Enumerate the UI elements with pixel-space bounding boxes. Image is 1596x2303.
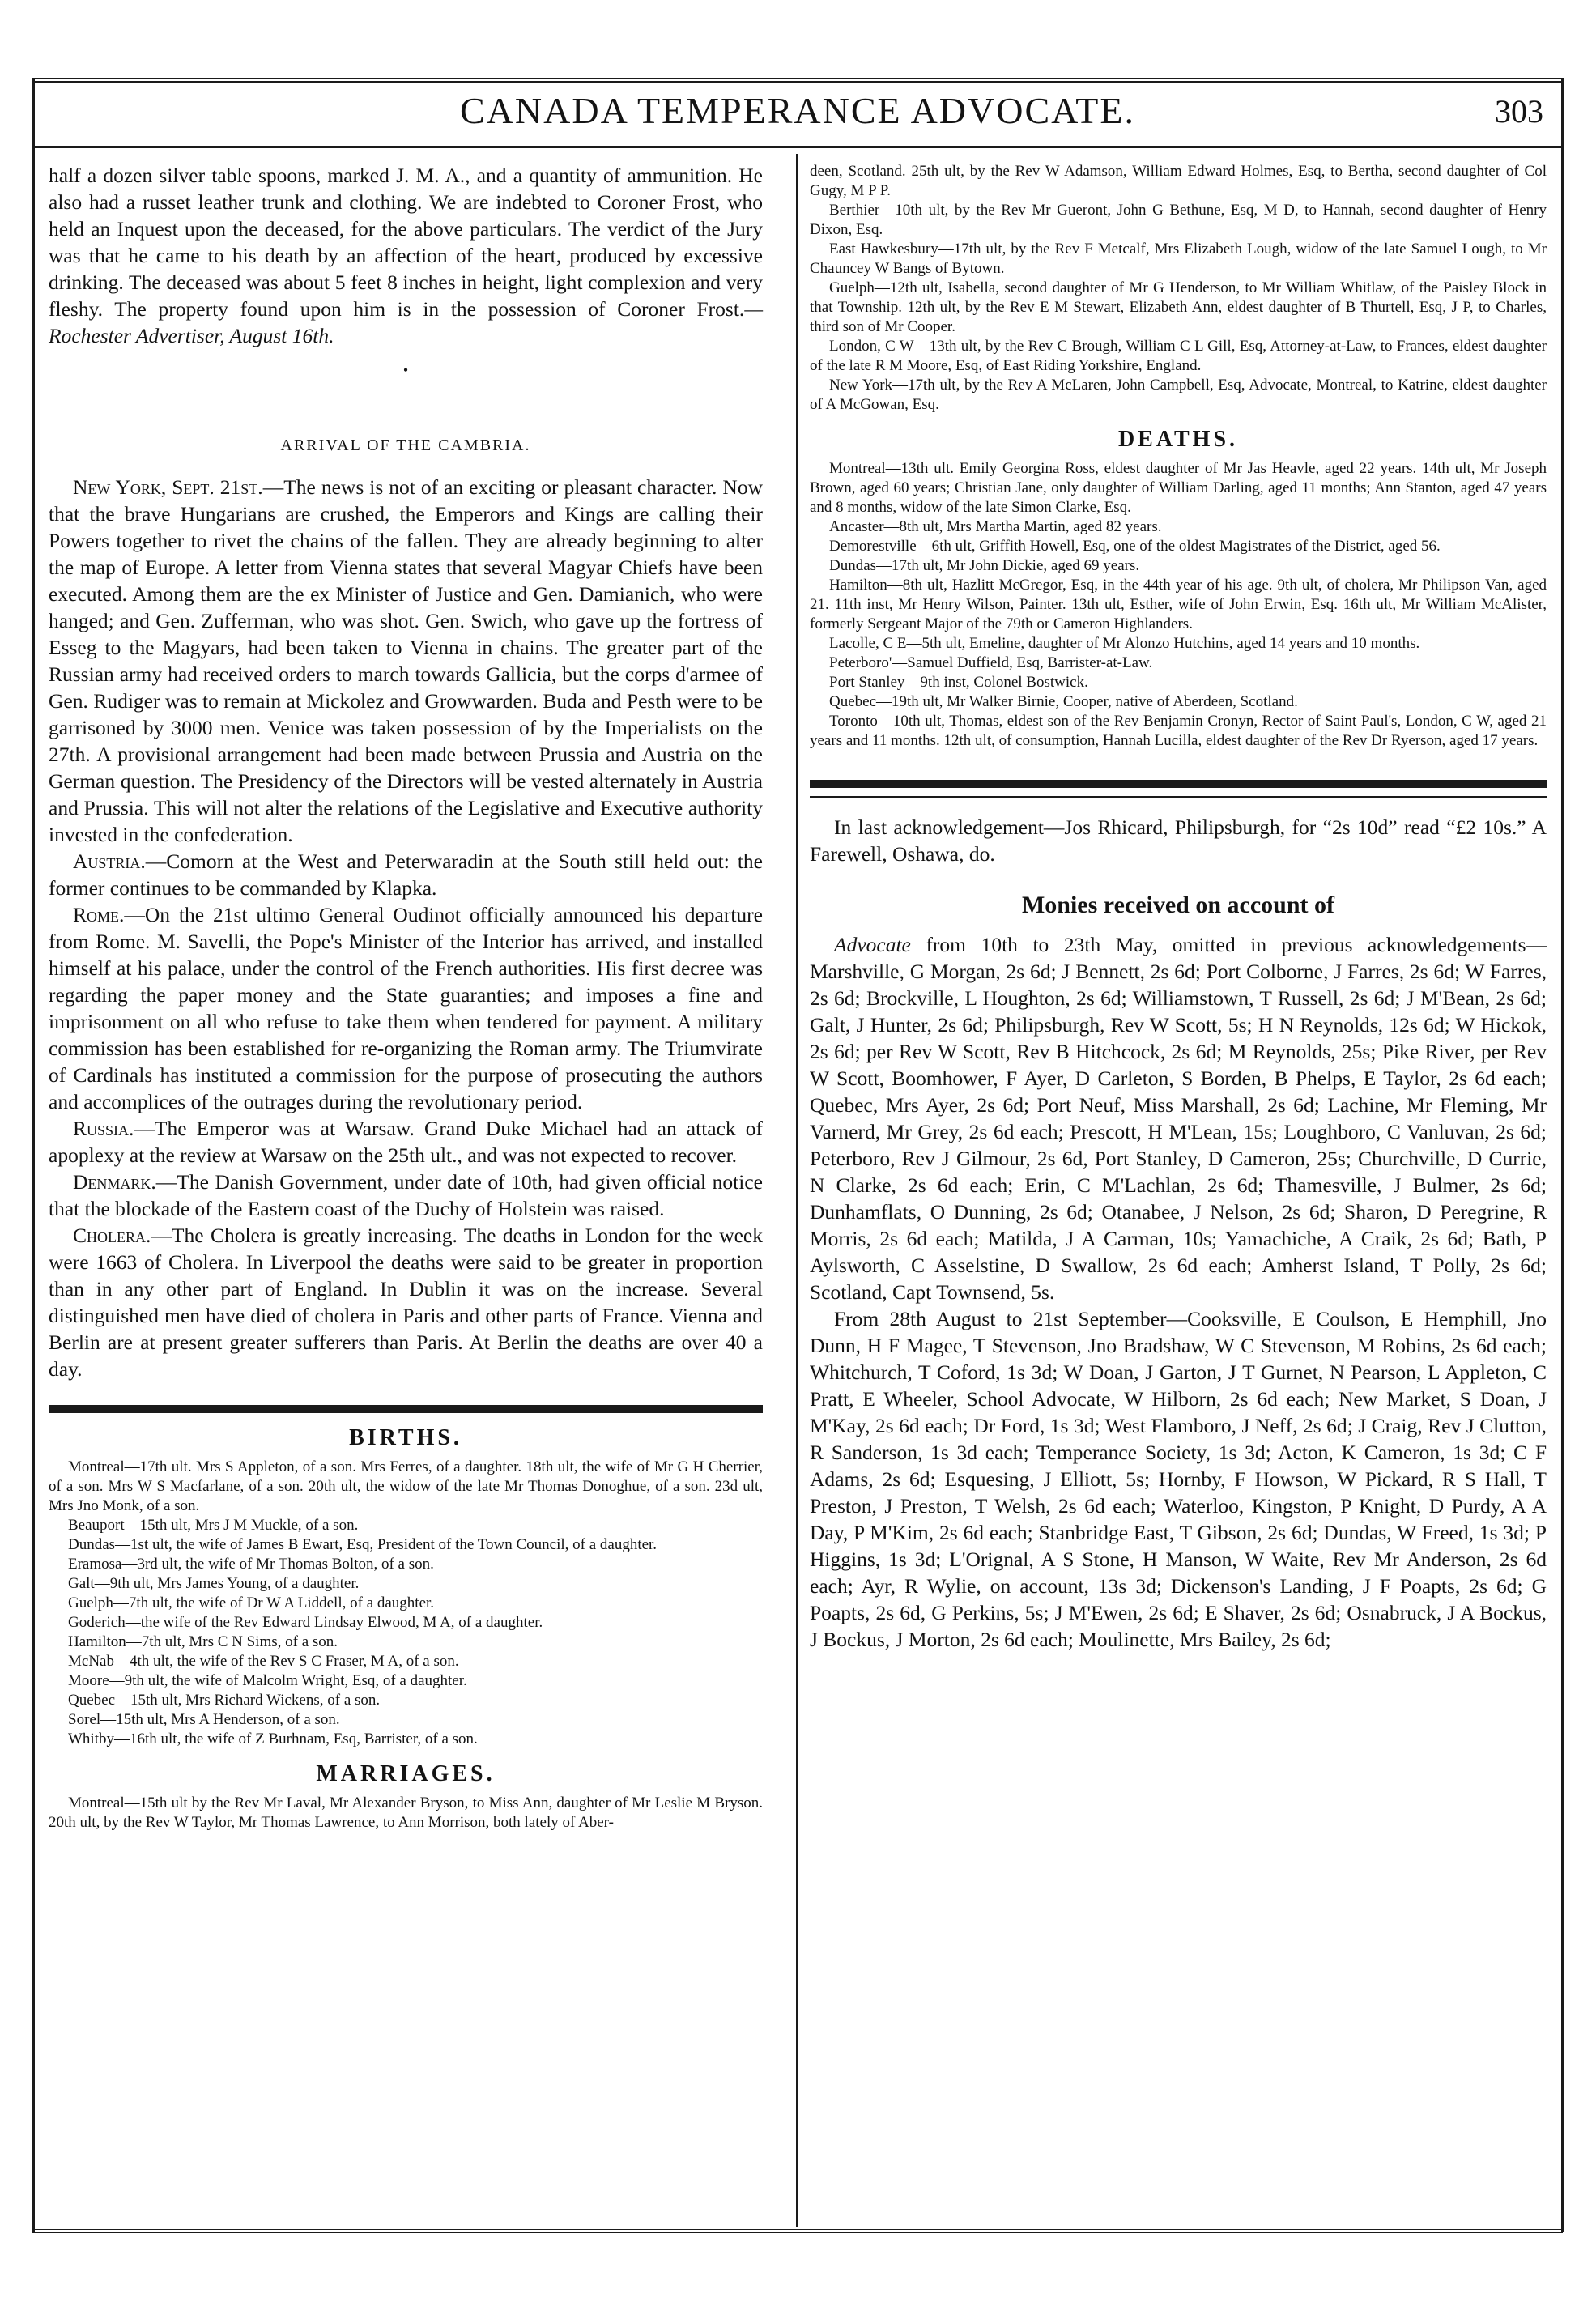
death-entry: Lacolle, C E—5th ult, Emeline, daughter of Mr Alonzo Hutchins, aged 14 years and 10 months. [829, 635, 1420, 652]
birth-entry: Montreal—17th ult. Mrs S Appleton, of a son. Mrs Ferres, of a daughter. 18th ult, the wife of Mr G H Cherrier, of a son. Mrs W S Macfarlane, of a son. 20th ult, the widow of the late Mr Thomas Donoghue, of a son. 23d ult, Mrs Jno Monk, of a son. [49, 1458, 763, 1514]
top-border [32, 78, 1563, 83]
marriage-entry: Guelph—12th ult, Isabella, second daughter of Mr G Henderson, to Mr William Whitlaw, of the Paisley Block in that Township. 12th ult, by the Rev E M Stewart, Elizabeth Ann, eldest daughter of B Thurtell, Esq, J P, to Charles, third son of Mr Cooper. [810, 279, 1547, 335]
marriage-entry: East Hawkesbury—17th ult, by the Rev F Metcalf, Mrs Elizabeth Lough, widow of the late Samuel Lough, to Mr Chauncey W Bangs of Bytown. [810, 241, 1547, 277]
rome-paragraph [49, 901, 763, 1115]
marriages-continued [810, 162, 1547, 415]
birth-entry: Galt—9th ult, Mrs James Young, of a daughter. [68, 1575, 360, 1592]
marriage-entry: deen, Scotland. 25th ult, by the Rev W Adamson, William Edward Holmes, Esq, to Bertha, second daughter of Col Gugy, M P P. [810, 163, 1547, 199]
cambria-heading: ARRIVAL OF THE CAMBRIA. [280, 436, 531, 454]
monies-heading: Monies received on account of [1021, 892, 1335, 918]
intro-text: half a dozen silver table spoons, marked J. M. A., and a quantity of ammunition. He also had a russet leather trunk and clothing. We are indebted to Coroner Frost, who held an Inquest upon the deceased, for the above particulars. The verdict of the Jury was that he came to his death by an affection of the heart, produced by excessive drinking. The deceased was about 5 feet 8 inches in height, light complexion and very fleshy. The property found upon him is in the possession of Coroner Frost. [49, 164, 763, 321]
birth-entry: Dundas—1st ult, the wife of James B Ewart, Esq, President of the Town Council, of a daughter. [68, 1536, 658, 1553]
monies-body: from 10th to 23th May, omitted in previous acknowledgements—Marshville, G Morgan, 2s 6d; J Bennett, 2s 6d; Port Colborne, J Farres, 2s 6d; W Farres, 2s 6d; Brockville, L Houghton, 2s 6d; Williamstown, T Russell, 2s 6d; J M'Bean, 2s 6d; Galt, J Hunter, 2s 6d; Philipsburgh, Rev W Scott, 5s; H N Reynolds, 12s 6d; W Hickok, 2s 6d; per Rev W Scott, Rev B Hitchcock, 2s 6d; M Reynolds, 25s; Pike River, per Rev W Scott, Boomhower, F Ayer, D Carleton, S Borden, B Phelps, E Taylor, 2s 6d each; Quebec, Mrs Ayer, 2s 6d; Port Neuf, Miss Marshall, 2s 6d; Lachine, Mr Fleming, Mr Varnerd, Mr Grey, 2s 6d each; Prescott, H M'Lean, 15s; Loughboro, C Vanluvan, 2s 6d; Peterboro, Rev J Gilmour, 2s 6d, Port Stanley, D Cameron, 25s; Churchville, D Currie, N Clarke, 2s 6d each; Erin, C M'Lachlan, 2s 6d; Thamesville, J Bulmer, 2s 6d; Dunhamflats, O Dunning, 2s 6d; Otanabee, J Nelson, 2s 6d; Sharon, D Peregrine, R Morris, 2s 6d each; Matilda, J A Carman, 10s; Yamachiche, A Craik, 2s 6d; Bath, P Aylsworth, C Asselstine, D Swallow, 2s 6d each; Amherst Island, T Polly, 2s 6d; Scotland, Capt Townsend, 5s. [810, 933, 1547, 1304]
death-entry: Quebec—19th ult, Mr Walker Birnie, Cooper, native of Aberdeen, Scotland. [829, 693, 1298, 710]
death-entry: Montreal—13th ult. Emily Georgina Ross, eldest daughter of Mr Jas Heavle, aged 22 years. 14th ult, Mr Joseph Brown, aged 60 years; Christian Jane, only daughter of William Darling, aged 11 months; Ann Stanton, aged 47 years and 8 months, widow of the late Simon Clarke, Esq. [810, 460, 1547, 516]
death-entry: Toronto—10th ult, Thomas, eldest son of the Rev Benjamin Cronyn, Rector of Saint Paul's, London, C W, aged 21 years and 11 months. 12th ult, of consumption, Hannah Lucilla, eldest daughter of the Rev Dr Ryerson, aged 17 years. [810, 713, 1547, 749]
separator-star: • [402, 362, 409, 378]
masthead [32, 89, 1563, 138]
rome-lead: Rome. [73, 903, 125, 926]
cambria-body: —The news is not of an exciting or pleasant character. Now that the brave Hungarians are crushed, the Emperors and Kings are calling their Powers together to rivet the chains of the fallen. They are already beginning to alter the map of Europe. A letter from Vienna states that several Magyar Chiefs have been executed. Among them are the ex Minister of Justice and Gen. Damianich, who were hanged; and Gen. Zufferman, who was shot. Gen. Swich, who gave up the fortress of Esseg to the Magyars, had been taken to Vienna in chains. The greater part of the Russian army had received orders to march towards Gallicia, but the corps d'armee of Gen. Rudiger was to remain at Mickolez and Growwarden. Buda and Pesth were to be garrisoned by 3000 men. Venice was taken possession of by the Imperialists on the 27th. A provisional arrangement had been made between Prussia and Austria on the German question. The Presidency of the Directors will be vested alternately in Austria and Prussia. This will not alter the relations of the Legislative and Executive authority invested in the confederation. [49, 475, 764, 846]
denmark-paragraph [49, 1169, 763, 1222]
cambria-lead: New York, Sept. 21st. [73, 475, 263, 499]
birth-entry: Beauport—15th ult, Mrs J M Muckle, of a son. [68, 1517, 359, 1534]
correction-notice: In last acknowledgement—Jos Rhicard, Philipsburgh, for “2s 10d” read “£2 10s.” A Farewell, Oshawa, do. [810, 815, 1547, 866]
bottom-border [32, 2229, 1563, 2233]
marriages-heading: MARRIAGES. [316, 1761, 496, 1786]
cholera-lead: Cholera. [73, 1224, 151, 1247]
denmark-lead: Denmark. [73, 1170, 156, 1194]
birth-entry: Whitby—16th ult, the wife of Z Burhnam, Esq, Barrister, of a son. [68, 1730, 478, 1747]
death-entry: Peterboro'—Samuel Duffield, Esq, Barrister-at-Law. [829, 654, 1153, 671]
rome-body: —On the 21st ultimo General Oudinot officially announced his departure from Rome. M. Savelli, the Pope's Minister of the Interior has arrived, and installed himself at his palace, under the control of the French authorities. His first decree was regarding the paper money and the State guaranties; and imposes a fine and imprisonment on all who refuse to take them when tendered for payment. A military commission has been established for re-organizing the Roman army. The Triumvirate of Cardinals has instituted a commission for the purpose of prosecuting the authors and accomplices of the outrages during the revolutionary period. [49, 903, 763, 1113]
birth-entry: Guelph—7th ult, the wife of Dr W A Liddell, of a daughter. [68, 1594, 435, 1611]
section-rule-thin [810, 796, 1547, 798]
column-divider [796, 154, 798, 2227]
marriage-entry: Berthier—10th ult, by the Rev Mr Gueront, John G Bethune, Esq, M D, to Hannah, second daughter of Henry Dixon, Esq. [810, 202, 1547, 238]
left-column [49, 162, 763, 1833]
denmark-body: —The Danish Government, under date of 10th, had given official notice that the blockade of the Eastern coast of the Duchy of Holstein was raised. [49, 1170, 763, 1220]
left-border [32, 78, 35, 2232]
marriages-list [49, 1794, 763, 1833]
death-entry: Ancaster—8th ult, Mrs Martha Martin, aged 82 years. [829, 518, 1162, 535]
marriage-entry: London, C W—13th ult, by the Rev C Brough, William C L Gill, Esq, Attorney-at-Law, to Frances, eldest daughter of the late R M Moore, Esq, of East Riding Yorkshire, England. [810, 338, 1547, 374]
birth-entry: Hamilton—7th ult, Mrs C N Sims, of a son. [68, 1633, 338, 1650]
cholera-paragraph [49, 1222, 763, 1382]
monies-paragraph [810, 931, 1547, 1305]
section-rule [49, 1405, 763, 1413]
right-column [810, 162, 1547, 1653]
russia-paragraph [49, 1115, 763, 1169]
header-rule [32, 146, 1563, 148]
deaths-heading: DEATHS. [1117, 427, 1239, 452]
russia-lead: Russia. [73, 1117, 134, 1140]
right-border [1561, 78, 1564, 2232]
birth-entry: Eramosa—3rd ult, the wife of Mr Thomas Bolton, of a son. [68, 1556, 434, 1573]
births-heading: BIRTHS. [349, 1425, 462, 1450]
article-intro [49, 162, 763, 349]
cholera-body: —The Cholera is greatly increasing. The deaths in London for the week were 1663 of Cholera. In Liverpool the deaths were said to be greater in proportion than in any other part of England. In Dublin it was on the increase. Several distinguished men have died of cholera in Paris and other parts of France. Vienna and Berlin are at present greater sufferers than Paris. At Berlin the deaths are over 40 a day. [49, 1224, 763, 1381]
monies-paragraph-2: From 28th August to 21st September—Cooksville, E Coulson, E Hemphill, Jno Dunn, H F Magee, T Stevenson, Jno Bradshaw, W C Stevenson, M Robins, 2s 6d each; Whitchurch, T Coford, 1s 3d; W Doan, J Garton, J T Gurnet, N Pearson, L Appleton, C Pratt, E Wheeler, School Advocate, W Hilborn, 2s 6d each; New Market, S Doan, J M'Kay, 2s 6d each; Dr Ford, 1s 3d; West Flamboro, J Neff, 2s 6d; J Craig, Rev J Clutton, R Sanderson, 1s 3d each; Temperance Society, 1s 3d; Acton, K Cameron, 1s 3d; C F Adams, 2s 6d; Esquesing, J Elliott, 5s; Hornby, F Howson, W Pickard, R S Hall, T Preston, J Preston, T Welsh, 2s 6d each; Waterloo, Kingston, P Knight, D Purdy, A A Day, P M'Kim, 2s 6d each; Stanbridge East, T Gibson, 2s 6d; Dundas, W Freed, 1s 3d; P Higgins, 1s 3d; L'Orignal, A S Stone, H Manson, W Waite, Rev Mr Anderson, 2s 6d each; Ayr, R Wylie, on account, 13s 3d; Dickenson's Landing, J F Poapts, 2s 6d; G Poapts, 2s 6d, G Perkins, 5s; J M'Ewen, 2s 6d; E Shaver, 2s 6d; Osnabruck, J A Bockus, J Bockus, J Morton, 2s 6d each; Moulinette, Mrs Bailey, 2s 6d; [810, 1307, 1547, 1651]
birth-entry: Goderich—the wife of the Rev Edward Lindsay Elwood, M A, of a daughter. [68, 1614, 543, 1631]
russia-body: —The Emperor was at Warsaw. Grand Duke Michael had an attack of apoplexy at the review at Warsaw on the 25th ult., and was not expected to recover. [49, 1117, 763, 1167]
marriage-entry: New York—17th ult, by the Rev A McLaren, John Campbell, Esq, Advocate, Montreal, to Katrine, eldest daughter of A McGowan, Esq. [810, 377, 1547, 413]
intro-source: —Rochester Advertiser, August 16th. [49, 297, 763, 347]
death-entry: Dundas—17th ult, Mr John Dickie, aged 69 years. [829, 557, 1140, 574]
section-rule [810, 780, 1547, 788]
birth-entry: McNab—4th ult, the wife of the Rev S C Fraser, M A, of a son. [68, 1653, 459, 1670]
deaths-list [810, 459, 1547, 751]
birth-entry: Moore—9th ult, the wife of Malcolm Wright, Esq, of a daughter. [68, 1672, 467, 1689]
birth-entry: Sorel—15th ult, Mrs A Henderson, of a son. [68, 1711, 340, 1728]
birth-entry: Quebec—15th ult, Mrs Richard Wickens, of a son. [68, 1692, 381, 1709]
austria-lead: Austria. [73, 849, 146, 873]
monies-lead: Advocate [834, 933, 911, 956]
death-entry: Hamilton—8th ult, Hazlitt McGregor, Esq, in the 44th year of his age. 9th ult, of cholera, Mr Philipson Van, aged 21. 11th inst, Mr Henry Wilson, Painter. 13th ult, Esther, wife of John Erwin, Esq. 16th ult, Mr William McAlister, formerly Sergeant Major of the 79th or Cameron Highlanders. [810, 577, 1547, 632]
austria-paragraph [49, 848, 763, 901]
page-number: 303 [1495, 93, 1543, 130]
cambria-paragraph [49, 474, 763, 848]
austria-body: —Comorn at the West and Peterwaradin at the South still held out: the former continues to be commanded by Klapka. [49, 849, 763, 900]
births-list [49, 1458, 763, 1749]
marriage-entry: Montreal—15th ult by the Rev Mr Laval, Mr Alexander Bryson, to Miss Ann, daughter of Mr Leslie M Bryson. 20th ult, by the Rev W Taylor, Mr Thomas Lawrence, to Ann Morrison, both lately of Aber- [49, 1794, 763, 1831]
death-entry: Port Stanley—9th inst, Colonel Bostwick. [829, 674, 1088, 691]
death-entry: Demorestville—6th ult, Griffith Howell, Esq, one of the oldest Magistrates of the District, aged 56. [829, 538, 1441, 555]
masthead-title: CANADA TEMPERANCE ADVOCATE. [460, 90, 1135, 131]
